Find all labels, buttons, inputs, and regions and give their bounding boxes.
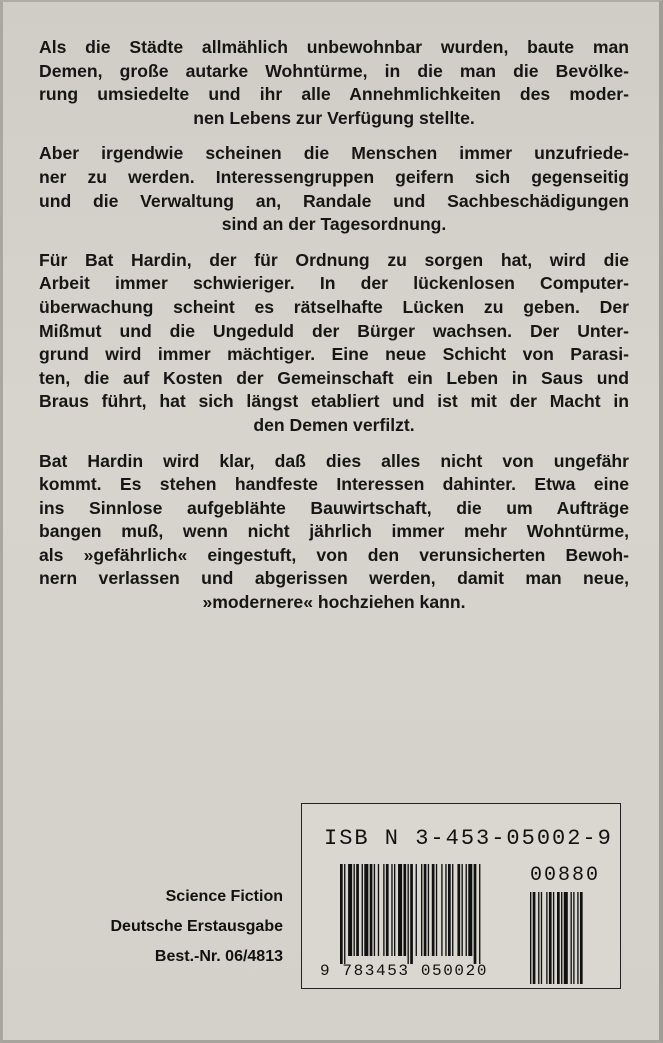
barcode-bar (466, 864, 467, 956)
addon-bar (530, 892, 531, 984)
ean-digits: 9 783453 050020 (320, 962, 489, 980)
barcode-bar (374, 864, 375, 956)
addon-bar (533, 892, 536, 984)
blurb-line: Mißmut und die Ungeduld der Bürger wachsen. Der Unter- (39, 320, 629, 341)
barcode-bar (457, 864, 460, 956)
ean-barcode (340, 864, 520, 964)
barcode-bar (436, 864, 437, 956)
barcode-bar (383, 864, 384, 956)
barcode-bar (340, 864, 343, 964)
addon-bar (557, 892, 560, 984)
barcode-bar (403, 864, 406, 956)
blurb-line: überwachung scheint es rätselhafte Lücken zu geben. Der (39, 296, 629, 317)
barcode-bar (344, 864, 345, 964)
addon-bar (571, 892, 572, 984)
addon-bar (553, 892, 554, 984)
barcode-bar (441, 864, 442, 956)
barcode-bar (398, 864, 402, 956)
blurb-paragraph-1 (39, 36, 629, 130)
barcode-bar (386, 864, 389, 956)
barcode-bar (394, 864, 395, 956)
barcode-bar (468, 864, 472, 956)
blurb-line: Demen, große autarke Wohntürme, in die man die Bevölke- (39, 60, 629, 81)
addon-bar (573, 892, 574, 984)
blurb-line: ten, die auf Kosten der Gemeinschaft ein Leben in Saus und (39, 367, 629, 388)
genre-label: Science Fiction (165, 888, 283, 905)
blurb-line: Aber irgendwie scheinen die Menschen immer unzufriede- (39, 143, 629, 164)
isbn-number: ISB N 3-453-05002-9 (324, 826, 613, 851)
barcode-bar (448, 864, 451, 956)
barcode-bar (462, 864, 463, 956)
blurb-line: »modernere« hochziehen kann. (202, 592, 466, 613)
blurb-line: bangen muß, wenn nicht jährlich immer mehr Wohntürme, (39, 521, 629, 542)
barcode-bar (348, 864, 352, 956)
barcode-bar (356, 864, 359, 956)
barcode-bar (391, 864, 392, 956)
blurb-line: Als die Städte allmählich unbewohnbar wurden, baute man (39, 37, 629, 57)
addon-bar (564, 892, 568, 984)
blurb-line: und die Verwaltung an, Randale und Sachbeschädigungen (39, 190, 629, 211)
barcode-bar (364, 864, 368, 956)
price-code: 00880 (530, 864, 601, 887)
blurb-line: grund wird immer mächtiger. Eine neue Schicht von Parasi- (39, 344, 629, 365)
barcode-bar (452, 864, 453, 956)
blurb-line: ner zu werden. Interessengruppen geifern sich gegenseitig (39, 166, 629, 187)
edition-label: Deutsche Erstausgabe (110, 918, 283, 935)
barcode-bar (428, 864, 429, 956)
barcode-bar (474, 864, 477, 964)
addon-bar (541, 892, 542, 984)
barcode-bar (410, 864, 413, 964)
blurb-paragraph-2 (39, 142, 629, 236)
addon-bar (580, 892, 583, 984)
blurb-paragraph-3 (39, 249, 629, 438)
price-addon-barcode (530, 892, 602, 984)
barcode-bar (370, 864, 373, 956)
addon-bar (561, 892, 562, 984)
blurb-line: den Demen verfilzt. (253, 414, 415, 435)
blurb-paragraph-4 (39, 450, 629, 615)
addon-bar (546, 892, 547, 984)
barcode-bar (424, 864, 427, 956)
barcode-bar (354, 864, 355, 956)
barcode-bar (362, 864, 363, 956)
blurb-line: rung umsiedelte und ihr alle Annehmlichkeiten des moder- (39, 84, 629, 105)
blurb-line: Bat Hardin wird klar, daß dies alles nicht von ungefähr (39, 450, 629, 471)
addon-bar (577, 892, 578, 984)
blurb-text (39, 36, 629, 627)
barcode-bar (479, 864, 480, 964)
isbn-barcode-box (301, 803, 621, 989)
order-number: Best.-Nr. 06/4813 (154, 948, 283, 965)
barcode-bar (432, 864, 435, 956)
blurb-line: nern verlassen und abgerissen werden, damit man neue, (39, 568, 629, 589)
blurb-line: Braus führt, hat sich längst etabliert und ist mit der Macht in (39, 391, 629, 412)
barcode-bar (408, 864, 409, 964)
blurb-line: kommt. Es stehen handfeste Interessen dahinter. Etwa eine (39, 474, 629, 495)
blurb-line: sind an der Tagesordnung. (221, 214, 447, 235)
barcode-bar (416, 864, 417, 956)
blurb-line: Arbeit immer schwieriger. In der lückenlosen Computer- (39, 273, 629, 294)
blurb-line: nen Lebens zur Verfügung stellte. (193, 107, 475, 128)
barcode-bar (378, 864, 379, 956)
imprint-block (63, 888, 283, 978)
blurb-line: als »gefährlich« eingestuft, von den verunsicherten Bewoh- (39, 544, 629, 565)
blurb-line: Für Bat Hardin, der für Ordnung zu sorgen hat, wird die (39, 249, 629, 270)
blurb-line: ins Sinnlose aufgeblähte Bauwirtschaft, die um Aufträge (39, 497, 629, 518)
addon-bar (538, 892, 539, 984)
addon-bar (549, 892, 552, 984)
barcode-bar (421, 864, 422, 956)
barcode-bar (445, 864, 446, 956)
